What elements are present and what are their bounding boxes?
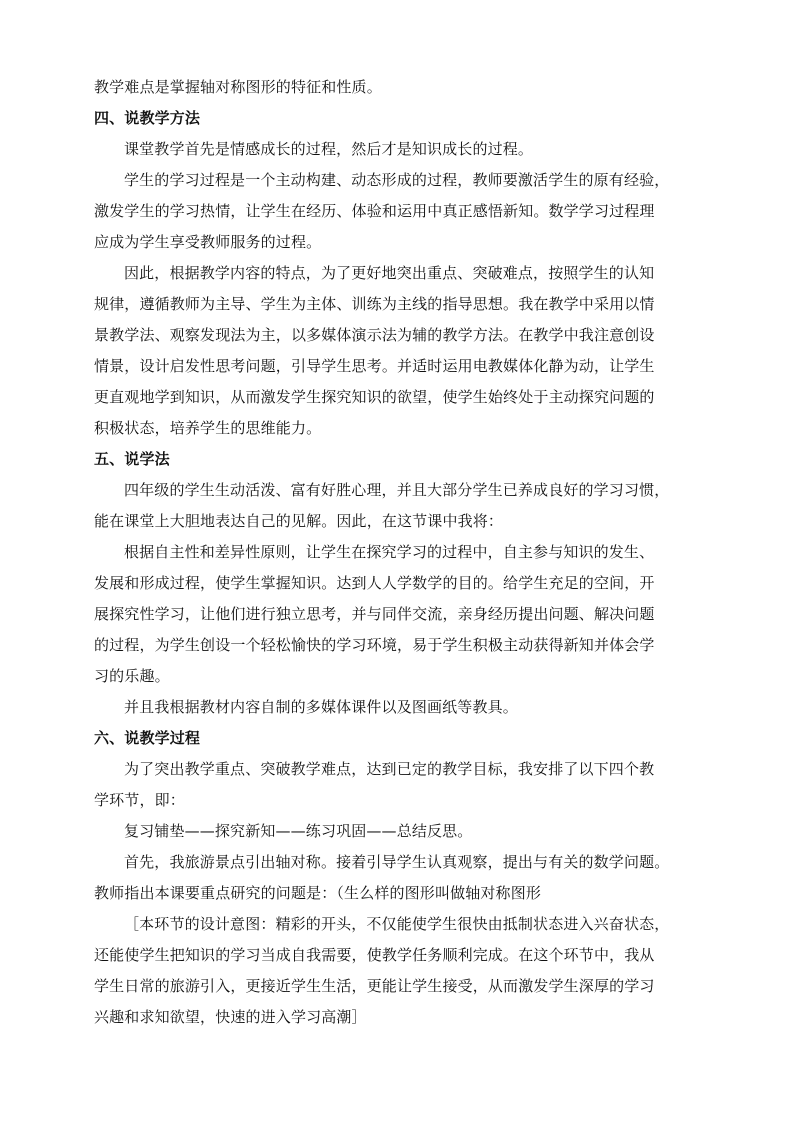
paragraph-line: 情景，设计启发性思考问题，引导学生思考。并适时运用电教媒体化静为动，让学生 [94, 357, 655, 375]
body-text-line: 教学难点是掌握轴对称图形的特征和性质。 [94, 78, 382, 96]
section-heading-teaching-method: 四、说教学方法 [94, 109, 201, 127]
paragraph-line: 应成为学生享受教师服务的过程。 [94, 233, 322, 251]
paragraph-line: 学生的学习过程是一个主动构建、动态形成的过程，教师要激活学生的原有经验， [124, 171, 670, 189]
paragraph-line: 学生日常的旅游引入，更接近学生生活，更能让学生接受，从而激发学生深厚的学习 [94, 977, 655, 995]
paragraph-line: 的过程，为学生创设一个轻松愉快的学习环境，易于学生积极主动获得新知并体会学 [94, 636, 655, 654]
paragraph-line: 并且我根据教材内容自制的多媒体课件以及图画纸等教具。 [124, 698, 518, 716]
paragraph-line: 积极状态，培养学生的思维能力。 [94, 419, 322, 437]
section-heading-teaching-process: 六、说教学过程 [94, 729, 201, 747]
paragraph-line: 复习铺垫——探究新知——练习巩固——总结反思。 [124, 822, 473, 840]
paragraph-line: 根据自主性和差异性原则，让学生在探究学习的过程中，自主参与知识的发生、 [124, 543, 655, 561]
paragraph-line: 兴趣和求知欲望，快速的进入学习高潮］ [94, 1008, 367, 1026]
paragraph-line: 学环节，即： [94, 791, 185, 809]
paragraph-line: 课堂教学首先是情感成长的过程，然后才是知识成长的过程。 [124, 140, 534, 158]
paragraph-line: ［本环节的设计意图：精彩的开头，不仅能使学生很快由抵制状态进入兴奋状态， [124, 915, 670, 933]
paragraph-line: 展探究性学习，让他们进行独立思考，并与同伴交流，亲身经历提出问题、解决问题 [94, 605, 655, 623]
paragraph-line: 还能使学生把知识的学习当成自我需要，使教学任务顺利完成。在这个环节中，我从 [94, 946, 655, 964]
paragraph-line: 激发学生的学习热情，让学生在经历、体验和运用中真正感悟新知。数学学习过程理 [94, 202, 655, 220]
paragraph-line: 更直观地学到知识，从而激发学生探究知识的欲望，使学生始终处于主动探究问题的 [94, 388, 655, 406]
paragraph-line: 教师指出本课要重点研究的问题是：（生么样的图形叫做轴对称图形 [94, 884, 542, 902]
document-body [94, 72, 706, 1033]
paragraph-line: 能在课堂上大胆地表达自己的见解。因此，在这节课中我将： [94, 512, 504, 530]
paragraph-line: 四年级的学生生动活泼、富有好胜心理，并且大部分学生已养成良好的学习习惯， [124, 481, 670, 499]
paragraph-line: 规律，遵循教师为主导、学生为主体、训练为主线的指导思想。我在教学中采用以情 [94, 295, 655, 313]
section-heading-learning-method: 五、说学法 [94, 450, 170, 468]
paragraph-line: 习的乐趣。 [94, 667, 170, 685]
paragraph-line: 首先，我旅游景点引出轴对称。接着引导学生认真观察，提出与有关的数学问题。 [124, 853, 670, 871]
paragraph-line: 发展和形成过程，使学生掌握知识。达到人人学数学的目的。给学生充足的空间，开 [94, 574, 655, 592]
paragraph-line: 为了突出教学重点、突破教学难点，达到已定的教学目标，我安排了以下四个教 [124, 760, 655, 778]
paragraph-line: 景教学法、观察发现法为主，以多媒体演示法为辅的教学方法。在教学中我注意创设 [94, 326, 655, 344]
paragraph-line: 因此，根据教学内容的特点，为了更好地突出重点、突破难点，按照学生的认知 [124, 264, 655, 282]
